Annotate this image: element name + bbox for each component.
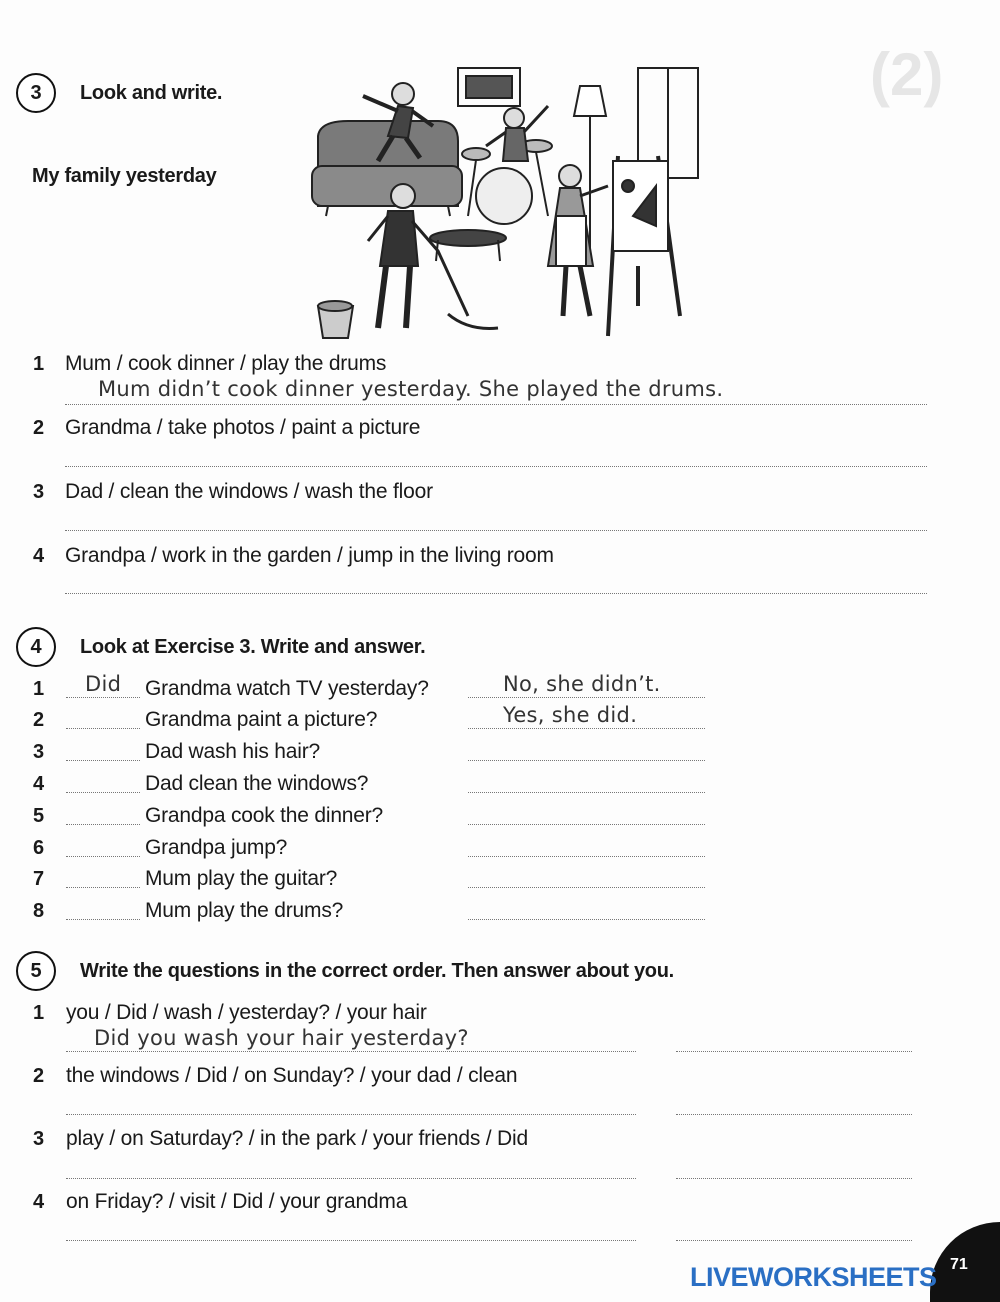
ex4-question: Dad clean the windows?	[145, 772, 369, 795]
ex3-answer-line[interactable]	[65, 530, 927, 531]
ex4-answer-line[interactable]	[468, 728, 705, 729]
exercise-4-instruction: Look at Exercise 3. Write and answer.	[80, 636, 426, 658]
ex5-answer-line[interactable]	[676, 1240, 912, 1241]
ex4-item-number: 1	[33, 678, 45, 700]
ex4-aux-answer: Did	[85, 672, 122, 696]
ex3-item-number: 3	[33, 481, 45, 503]
ex4-answer-line[interactable]	[468, 760, 705, 761]
ex5-item-number: 3	[33, 1128, 45, 1150]
ex3-item-number: 1	[33, 353, 45, 375]
ex4-answer-line[interactable]	[468, 697, 705, 698]
exercise-3-number: 3	[16, 73, 56, 113]
ex4-item-number: 4	[33, 773, 45, 795]
ex4-question: Mum play the drums?	[145, 899, 344, 922]
ex5-item-number: 2	[33, 1065, 45, 1087]
ex5-answer-line[interactable]	[676, 1051, 912, 1052]
ex4-question: Grandma paint a picture?	[145, 708, 378, 731]
ex4-aux-line[interactable]	[66, 792, 140, 793]
liveworksheets-brand: LIVEWORKSHEETS	[690, 1262, 937, 1292]
ex4-aux-line[interactable]	[66, 728, 140, 729]
exercise-4-number: 4	[16, 627, 56, 667]
ex4-aux-line[interactable]	[66, 760, 140, 761]
ex3-answer-line[interactable]	[65, 466, 927, 467]
ex5-question-line[interactable]	[66, 1051, 636, 1052]
exercise-3-instruction: Look and write.	[80, 82, 223, 104]
ex4-item-number: 5	[33, 805, 45, 827]
ex5-question-line[interactable]	[66, 1114, 636, 1115]
ex5-item-prompt: you / Did / wash / yesterday? / your hair	[66, 1001, 427, 1024]
ex5-item-prompt: play / on Saturday? / in the park / your friends / Did	[66, 1127, 528, 1150]
ex4-question: Dad wash his hair?	[145, 740, 320, 763]
ex5-item-number: 1	[33, 1002, 45, 1024]
ex4-item-number: 7	[33, 868, 45, 890]
ex4-aux-line[interactable]	[66, 887, 140, 888]
ex3-answer-line[interactable]	[65, 404, 927, 405]
exercise-5-instruction: Write the questions in the correct order. Then answer about you.	[80, 960, 674, 982]
family-illustration	[308, 66, 700, 344]
ex5-item-prompt: on Friday? / visit / Did / your grandma	[66, 1190, 408, 1213]
ex4-item-number: 6	[33, 837, 45, 859]
ex4-answer-line[interactable]	[468, 792, 705, 793]
liveworksheets-logo[interactable]	[690, 1262, 937, 1293]
ex3-item-prompt: Dad / clean the windows / wash the floor	[65, 480, 433, 503]
ex4-item-number: 2	[33, 709, 45, 731]
ex4-aux-line[interactable]	[66, 919, 140, 920]
ex3-item-prompt: Grandma / take photos / paint a picture	[65, 416, 421, 439]
ex4-answer: Yes, she did.	[503, 703, 638, 727]
exercise-3-subtitle: My family yesterday	[32, 165, 217, 187]
ex3-answer-example: Mum didn’t cook dinner yesterday. She played the drums.	[98, 377, 724, 401]
ex5-answer-line[interactable]	[676, 1114, 912, 1115]
ex3-item-number: 2	[33, 417, 45, 439]
ex4-question: Grandma watch TV yesterday?	[145, 677, 429, 700]
ex3-answer-line[interactable]	[65, 593, 927, 594]
ex4-question: Grandpa cook the dinner?	[145, 804, 384, 827]
ex4-item-number: 3	[33, 741, 45, 763]
ex3-item-prompt: Mum / cook dinner / play the drums	[65, 352, 387, 375]
ex5-question-line[interactable]	[66, 1178, 636, 1179]
exercise-5-number: 5	[16, 951, 56, 991]
ex4-question: Mum play the guitar?	[145, 867, 338, 890]
ex5-answer-line[interactable]	[676, 1178, 912, 1179]
page-number: 71	[950, 1256, 968, 1273]
ex4-item-number: 8	[33, 900, 45, 922]
ex3-item-number: 4	[33, 545, 45, 567]
ex4-answer-line[interactable]	[468, 856, 705, 857]
ex4-answer: No, she didn’t.	[503, 672, 661, 696]
ex5-item-prompt: the windows / Did / on Sunday? / your dad / clean	[66, 1064, 518, 1087]
ex4-aux-line[interactable]	[66, 697, 140, 698]
ex4-aux-line[interactable]	[66, 824, 140, 825]
ex4-aux-line[interactable]	[66, 856, 140, 857]
ex4-question: Grandpa jump?	[145, 836, 288, 859]
ex4-answer-line[interactable]	[468, 887, 705, 888]
ex5-question-line[interactable]	[66, 1240, 636, 1241]
ex5-item-number: 4	[33, 1191, 45, 1213]
ex4-answer-line[interactable]	[468, 824, 705, 825]
ex3-item-prompt: Grandpa / work in the garden / jump in the living room	[65, 544, 554, 567]
ex5-question-answer: Did you wash your hair yesterday?	[94, 1026, 469, 1050]
ex4-answer-line[interactable]	[468, 919, 705, 920]
